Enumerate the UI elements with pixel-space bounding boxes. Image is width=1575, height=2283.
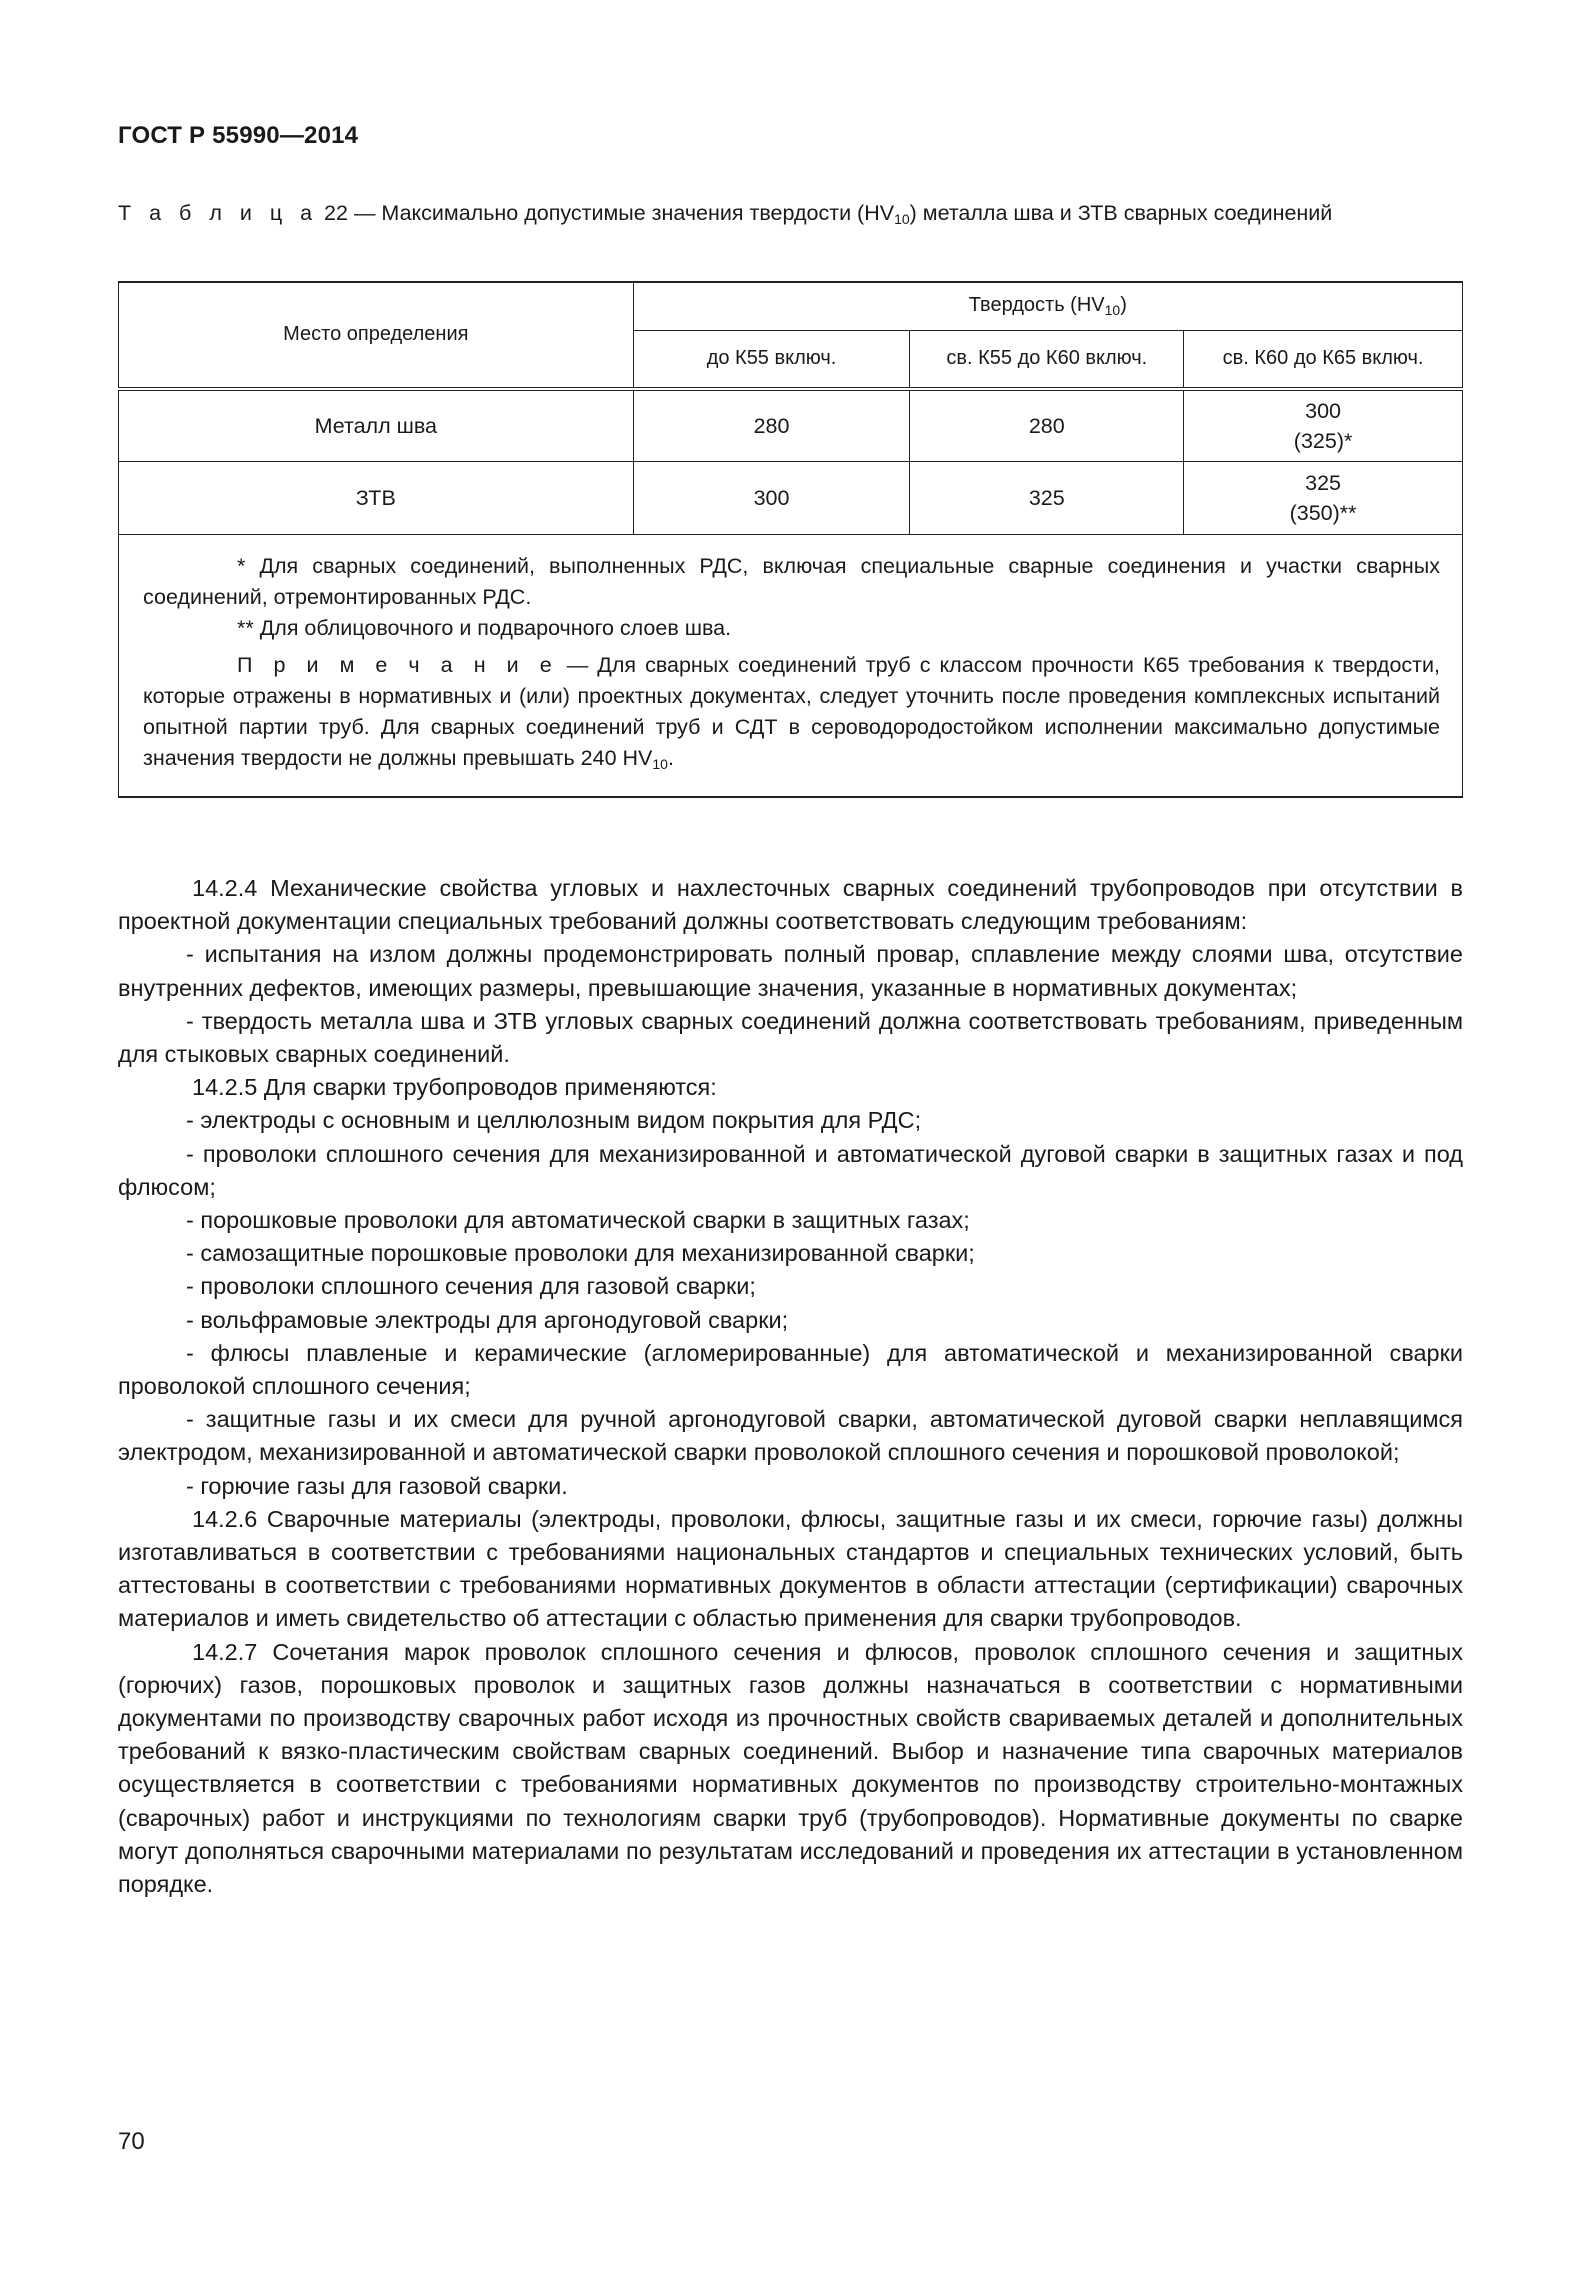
subheader-cell: св. К60 до К65 включ. <box>1184 330 1463 389</box>
list-item: - вольфрамовые электроды для аргонодуговой сварки; <box>186 1306 789 1333</box>
table-notes-cell <box>119 534 1463 797</box>
list-item: - электроды с основным и целлюлозным видом покрытия для РДС; <box>186 1107 922 1134</box>
table-caption <box>118 198 1463 234</box>
row-value-alt: (325)* <box>1293 428 1353 453</box>
paragraph: 14.2.6 Сварочные материалы (электроды, проволоки, флюсы, защитные газы и их смеси, горючие газы) должны изготавливаться в соответствии с требованиями национальных стандартов и специальных технических условий, быть аттестованы в соответствии с требованиями нормативных документов в области аттестации (сертификации) сварочных материалов и иметь свидетельство об аттестации с областью применения для сварки трубопроводов. <box>118 1505 1463 1632</box>
table-note-end: . <box>667 745 674 770</box>
table-caption-text: 22 — Максимально допустимые значения твердости (HV <box>318 201 895 225</box>
row-value-main: 325 <box>1305 470 1342 495</box>
table-row <box>119 461 1463 534</box>
subheader-cell: до К55 включ. <box>633 330 910 389</box>
page-number: 70 <box>118 2128 145 2155</box>
paragraph: 14.2.7 Сочетания марок проволок сплошного сечения и флюсов, проволок сплошного сечения и защитных (горючих) газов, порошковых проволок и защитных газов должны назначаться в соответствии с нормативными документами по производству сварочных работ исходя из прочностных свойств свариваемых деталей и дополнительных требований к вязко-пластическим свойствам сварных соединений. Выбор и назначение типа сварочных материалов осуществляется в соответствии с требованиями нормативных документов по производству строительно-монтажных (сварочных) работ и инструкциями по технологиям сварки труб (трубопроводов). Нормативные документы по сварке могут дополняться сварочными материалами по результатам исследований и проведения их аттестации в установленном порядке. <box>118 1638 1463 1898</box>
footnote-2: ** Для облицовочного и подварочного слоев шва. <box>237 615 732 640</box>
row-value: 300 <box>633 461 910 534</box>
table-header-row <box>119 282 1463 330</box>
header-hardness-label: Твердость (HV <box>968 294 1105 317</box>
list-item: - горючие газы для газовой сварки. <box>186 1472 568 1499</box>
list-item: - порошковые проволоки для автоматической сварки в защитных газах; <box>186 1207 970 1234</box>
table-row <box>119 389 1463 462</box>
list-item: - испытания на излом должны продемонстрировать полный провар, сплавление между слоями шва, отсутствие внутренних дефектов, имеющих размеры, превышающие значения, указанные в нормативных документах; <box>118 941 1463 1001</box>
row-value-multiline <box>1184 389 1463 462</box>
list-item: - проволоки сплошного сечения для механизированной и автоматической дуговой сварки в защитных газах и под флюсом; <box>118 1140 1463 1200</box>
paragraph: 14.2.5 Для сварки трубопроводов применяются: <box>192 1074 717 1101</box>
header-hardness-subscript: 10 <box>1104 302 1121 319</box>
header-place: Место определения <box>119 282 634 389</box>
row-value: 280 <box>633 389 910 462</box>
table-note-text: — Для сварных соединений труб с классом прочности К65 требования к твердости, которые отражены в нормативных и (или) проектных документах, следует уточнить после проведения комплексных испытаний опытной партии труб. Для сварных соединений труб и СДТ в сероводородостойком исполнении максимально допустимые значения твердости не должны превышать 240 HV <box>143 652 1440 770</box>
table-caption-text-end: ) металла шва и ЗТВ сварных соединений <box>909 201 1333 225</box>
row-value-multiline <box>1184 461 1463 534</box>
list-item: - самозащитные порошковые проволоки для механизированной сварки; <box>186 1240 975 1267</box>
list-item: - твердость металла шва и ЗТВ угловых сварных соединений должна соответствовать требованиям, приведенным для стыковых сварных соединений. <box>118 1007 1463 1068</box>
paragraph: 14.2.4 Механические свойства угловых и нахлесточных сварных соединений трубопроводов при отсутствии в проектной документации специальных требований должны соответствовать следующим требованиям: <box>118 875 1463 935</box>
list-item: - флюсы плавленые и керамические (агломерированные) для автоматической и механизированной сварки проволокой сплошного сечения; <box>118 1339 1463 1400</box>
table-notes-row <box>119 534 1463 797</box>
row-place: ЗТВ <box>119 461 634 534</box>
row-value-main: 300 <box>1305 398 1342 423</box>
row-value: 280 <box>910 389 1184 462</box>
footnote-1: * Для сварных соединений, выполненных РДС, включая специальные сварные соединения и участки сварных соединений, отремонтированных РДС. <box>143 553 1440 609</box>
row-place: Металл шва <box>119 389 634 462</box>
hardness-table <box>118 281 1463 798</box>
table-caption-subscript: 10 <box>894 211 910 227</box>
header-hardness <box>633 282 1462 330</box>
table-note-subscript: 10 <box>652 755 668 772</box>
row-value: 325 <box>910 461 1184 534</box>
table-note-label: П р и м е ч а н и е <box>237 652 558 677</box>
header-hardness-close: ) <box>1120 294 1127 317</box>
table-caption-label: Т а б л и ц а <box>118 201 319 225</box>
body-text <box>118 872 1463 1901</box>
subheader-cell: св. К55 до К60 включ. <box>910 330 1184 389</box>
list-item: - защитные газы и их смеси для ручной аргонодуговой сварки, автоматической дуговой сварки неплавящимся электродом, механизированной и автоматической сварки проволокой сплошного сечения и порошковой проволокой; <box>118 1406 1463 1466</box>
row-value-alt: (350)** <box>1289 500 1357 525</box>
list-item: - проволоки сплошного сечения для газовой сварки; <box>186 1273 756 1300</box>
document-code-header: ГОСТ Р 55990—2014 <box>118 122 359 149</box>
table-note <box>143 650 1440 780</box>
